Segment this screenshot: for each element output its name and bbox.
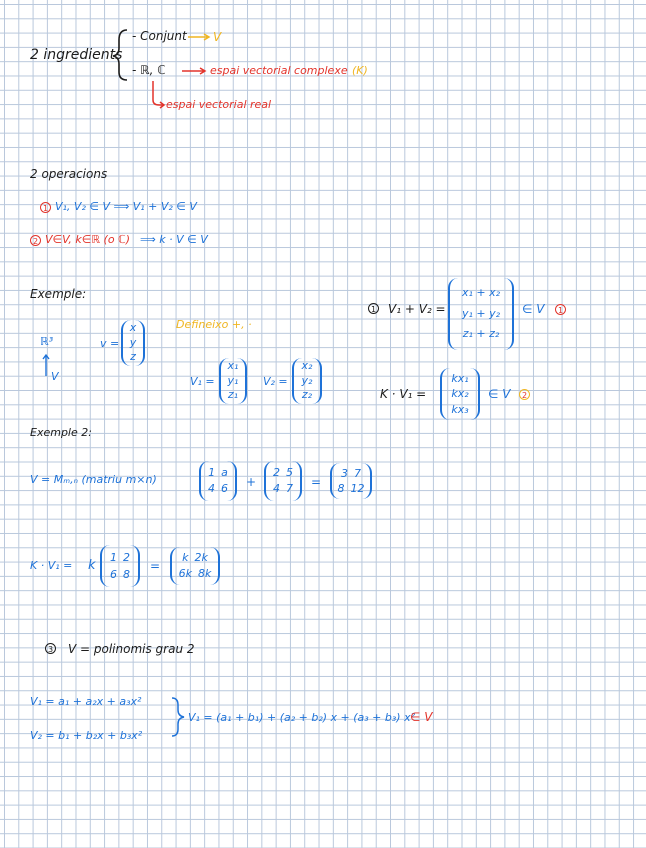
op1-number: 1 [40, 202, 51, 213]
r3-label: ℝ³ [40, 335, 54, 348]
exemple2-heading: Exemple 2: [30, 426, 92, 439]
scal-in-v: ∈ V [488, 387, 511, 401]
polynomial-sum: V₁ = (a₁ + b₁) + (a₂ + b₂) x + (a₃ + b₃) x² [188, 711, 415, 724]
matrix-5 [170, 547, 220, 585]
ingredients-heading: 2 ingredients [30, 47, 123, 63]
v2-eq: V₂ = [263, 375, 288, 388]
m2-cell: 5 [286, 465, 293, 479]
arrow-conjunt [188, 34, 209, 40]
v-eq: v = [100, 337, 120, 350]
sum-number: 1 [368, 303, 379, 314]
op2-text-a: V∈V, k∈ℝ (o ℂ) [45, 233, 131, 246]
matrix-equals-2: = [150, 559, 161, 573]
v2-vector [292, 358, 322, 404]
r3-v-label: V [51, 370, 59, 383]
ingredient-complex-tag: (K) [352, 64, 368, 77]
m4-cell: 1 [110, 550, 117, 564]
scal-ref: 2 [519, 389, 530, 400]
sum-entry: y₁ + y₂ [461, 306, 501, 320]
m2-cell: 4 [273, 482, 280, 495]
matrix-scal-k: k [88, 558, 96, 573]
v-entry: y [129, 335, 137, 349]
scal-entry: kx₃ [451, 402, 469, 416]
m2-cell: 7 [286, 482, 293, 495]
v1-entry: y₁ [227, 373, 239, 387]
m3-cell: 7 [354, 466, 361, 480]
matrix-4 [100, 545, 140, 587]
m1-cell: a [221, 465, 228, 479]
exemple1-heading: Exemple: [30, 287, 87, 301]
ingredient-complex: espai vectorial complexe [210, 64, 348, 77]
scal-eq: K · V₁ = [380, 387, 427, 401]
matrix-1 [199, 461, 237, 501]
m1-cell: 1 [208, 465, 216, 479]
polynomial-in-v: ∈ V [410, 710, 433, 724]
sum-ref: 1 [555, 304, 566, 315]
ingredient-real: espai vectorial real [166, 98, 272, 111]
m5-cell: 2k [194, 551, 208, 565]
ingredient-conjunt-target: V [213, 30, 222, 44]
m3-cell: 12 [350, 482, 365, 495]
m3-cell: 8 [337, 482, 345, 495]
sum-entry: x₁ + x₂ [461, 285, 501, 299]
m4-cell: 6 [110, 568, 117, 581]
ingredient-fields: - ℝ, ℂ [132, 63, 166, 77]
polynomial-v2: V₂ = b₁ + b₂x + b₃x² [30, 729, 143, 742]
sum-vector [448, 278, 514, 350]
sum-in-v: ∈ V [522, 302, 545, 316]
arrow-real [153, 81, 164, 108]
m1-cell: 4 [208, 482, 215, 495]
matrix-3 [330, 463, 372, 499]
v1-vector [219, 358, 247, 404]
op1-text: V₁, V₂ ∈ V ⟹ V₁ + V₂ ∈ V [55, 200, 197, 213]
m4-cell: 8 [123, 568, 130, 581]
scal-entry: kx₂ [451, 387, 469, 401]
polynomial-v1: V₁ = a₁ + a₂x + a₃x² [30, 695, 142, 708]
polynomial-brace [172, 698, 184, 736]
v2-entry: x₂ [301, 358, 313, 372]
matrix-space: V = Mₘ,ₙ (matriu m×n) [30, 473, 157, 486]
matrix-plus: + [246, 475, 257, 489]
scal-vector [440, 368, 480, 420]
arrow-complex [182, 68, 205, 74]
matrix-equals: = [311, 475, 322, 489]
matrix-2 [264, 461, 302, 501]
m5-cell: 8k [198, 567, 212, 580]
arrow-r3 [43, 355, 49, 376]
defineixo-note: Defineixo +, · [176, 318, 252, 331]
matrix-scal-lhs: K · V₁ = [30, 559, 73, 572]
sum-entry: z₁ + z₂ [462, 327, 500, 341]
m5-cell: 6k [178, 567, 192, 580]
v2-entry: y₂ [301, 373, 313, 387]
op2-number: 2 [30, 235, 41, 246]
m1-cell: 6 [221, 482, 228, 495]
m4-cell: 2 [123, 550, 130, 564]
op2-text-b: ⟹ k · V ∈ V [140, 233, 208, 246]
v-entry: x [129, 320, 137, 334]
operacions-heading: 2 operacions [30, 167, 108, 181]
exemple3-number: 3 [45, 643, 56, 654]
ingredient-conjunt: - Conjunt [132, 29, 187, 43]
v-vector [121, 320, 145, 366]
exemple3-heading: V = polinomis grau 2 [68, 642, 195, 656]
v1-eq: V₁ = [190, 375, 215, 388]
sum-eq: V₁ + V₂ = [388, 302, 446, 316]
v2-entry: z₂ [301, 388, 313, 402]
m2-cell: 2 [273, 465, 280, 479]
v-entry: z [130, 350, 136, 364]
v1-entry: x₁ [227, 358, 239, 372]
v1-entry: z₁ [227, 388, 239, 402]
m3-cell: 3 [341, 466, 348, 480]
scal-entry: kx₁ [451, 371, 469, 385]
m5-cell: k [182, 551, 189, 565]
